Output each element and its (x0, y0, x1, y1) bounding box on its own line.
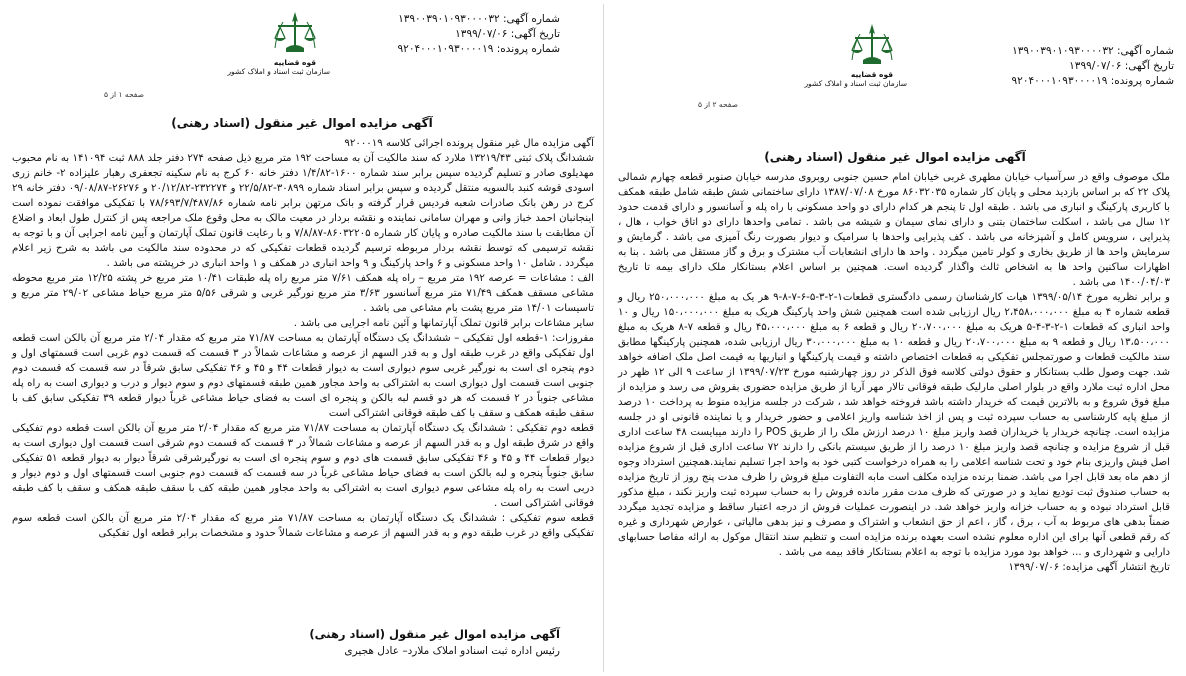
case-number: شماره پرونده: ۹۲۰۴۰۰۰۱۰۹۳۰۰۰۰۱۹ (397, 43, 560, 55)
page-divider (603, 4, 604, 672)
logo-title: قوه قضاییه (273, 58, 317, 67)
publication-date: تاریخ انتشار آگهی مزایده: ۱۳۹۹/۰۷/۰۶ (1008, 562, 1170, 573)
scales-emblem-icon (269, 8, 321, 58)
property-description: ملک موصوف واقع در سرآسیاب خیابان مطهری غربی خیابان امام حسین جنوبی روبروی مدرسه خیابان صنوبر قطعه چهارم شمالی پلاک ۲۲ که بر اساس بازدید محلی و پایان کار شماره ۸۶۰۳۲۰۳۵ مورخ ۱۳۸۷/۰۷/۰۸ دارای ساختمانی شش طبقه شامل طبقه همکف با کاربری پارکینگ و انباری می باشد . طبقه اول تا پنجم هر کدام دارای دو واحد مسکونی با راه پله و آسانسور و دارای قدمت حدود ۱۲ سال می باشد ، اسکلت ساختمان بتنی و دارای نمای سیمان و شیشه می باشد . تمامی واحدها دارای دو اتاق خواب ، هال ، پذیرایی ، سرویس کامل و آشپزخانه می باشد . کف پذیرایی واحدها با سرامیک و دیوار بصورت رنگ آمیزی می باشد . گرمایش و سرمایش واحد ها از طریق بخاری و کولر تامین میگردد . واحد ها دارای انشعابات آب مشترک و برق و گاز مستقل می باشد . بنا به اظهارات ساکنین واحد ها به اشخاص ثالث واگذار گردیده است. همچنین بر اساس اعلام بستانکار ملک دارای بیمه تا تاریخ ۱۴۰۰/۰۴/۰۳ می باشد . (618, 172, 1170, 288)
announcement-meta (1012, 44, 1174, 89)
announcement-meta (398, 12, 560, 57)
page-number: صفحه ۲ از ۵ (698, 100, 738, 109)
common-areas: الف : مشاعات = عرصه ۱۹۲ متر مربع – راه پله همکف ۷/۶۱ متر مربع راه پله طبقات ۱۰/۴۱ متر مربع خر پشته ۱۲/۲۵ متر مربع محوطه مشاعی مسقف همکف ۷۱/۴۹ متر مربع آسانسور ۳/۶۳ متر مربع نورگیر غربی و شرقی ۵/۵۶ متر مربع حیاط مشاعی ۲۹/۰۲ متر مربع و تاسیسات ۱۴/۰۱ متر مربع پشت بام مشاعی می باشد . (12, 273, 594, 314)
announcement-page-1 (4, 4, 600, 672)
unit-1-description: مفروزات: ۱-قطعه اول تفکیکی – ششدانگ یک دستگاه آپارتمان به مساحت ۷۱/۸۷ متر مربع که مقدار ۲/۰۴ متر مربع آن بالکن است قطعه اول تفکیکی واقع در غرب طبقه اول و به قدر السهم از عرصه و مشاعات شمالاً در ۳ قسمت که قسمت دوم غربی است قسمتهای اول و دوم پنجره ای است به نورگیر غربی سوم دیواری است به دیوار قطعات ۴۴ و ۴۵ و ۴۶ تفکیکی سابق شرقاً در سه قسمت که قسمت دوم جنوبی است قسمت اول دیواری است به اشتراکی به واحد مجاور همین طبقه قسمتهای دوم و سوم دیوار و درب و دیواری است به راه پله مشاعی جنوباً در ۲ قسمت که هر دو قسم لبه بالکن و پنجره ای است به فضای حیاط مشاعی غرباً دیوار قطعه ۳۹ تفکیکی سابق کف با سقف طبقه همکف و سقف با کف طبقه فوقانی اشتراکی است (12, 333, 594, 419)
auction-terms: و برابر نظریه مورخ ۱۳۹۹/۰۵/۱۴ هیات کارشناسان رسمی دادگستری قطعات۱-۲-۳-۵-۶-۷-۸-۹ هر یک به مبلغ ۲۵۰،۰۰۰،۰۰۰ ریال و قطعه شماره ۴ به مبلغ ۲،۴۵۸،۰۰۰،۰۰۰ ریال ارزیابی شده است همچنین شش واحد پارکینگ هریک به مبلغ ۱۵۰،۰۰۰،۰۰۰ ریال و ۱۰ واحد انباری که قطعات ۱-۲-۳-۴-۵ هریک به مبلغ ۲۰،۷۰۰،۰۰۰ ریال و قطعه ۶ به مبلغ ۴۵،۰۰۰،۰۰۰ ریال و قطعه ۷-۸ هریک به مبلغ ۱۳،۵۰۰،۰۰۰ ریال و قطعه ۹ به مبلغ ۲۰،۷۰۰،۰۰۰ ریال و قطعه ۱۰ به مبلغ ۳۰،۰۰۰،۰۰۰ ریال ارزیابی شده، همچنین پارکینگها مطابق سند مالکیت قطعات و صورتمجلس تفکیکی به قطعات اختصاص داشته و قیمت پارکینگها و انباریها به قیمت اصل ملک اضافه خواهد شد. جهت وصول طلب بستانکار و حقوق دولتی کلاسه فوق الذکر در روز چهارشنبه مورخ ۱۳۹۹/۰۷/۲۳ از ساعت ۹ الی ۱۲ ظهر در محل اداره ثبت ملارد واقع در بلوار اصلی مارلیک طبقه فوقانی تالار مهر آریا از طریق مزایده حضوری بفروش می رسد و مزایده از مبلغ فوق شروع و به بالاترین قیمت که خریدار داشته باشد فروخته خواهد شد ، شرکت در جلسه مزایده منوط به پرداخت ۱۰ درصد از مبلغ پایه کارشناسی به حساب سپرده ثبت و پس از اخذ شناسه واریز اعلامی و حضور خریدار و یا نماینده قانونی او در جلسه مزایده است. چنانچه خریدار یا خریداران قصد واریز مبلغ ۱۰ درصد ارزش ملک را از طریق POS را دارند میبایست ۴۸ ساعت اداری قبل از شروع مزایده و چنانچه قصد واریز مبلغ ۱۰ درصد را از طریق سیستم بانکی را دارند ۷۲ ساعت اداری قبل از شروع مزایده اصل فیش واریزی بنام خود و تحت شناسه اعلامی را به همراه درخواست کتبی خود به واحد اجرا تسلیم نمایند.همچنین استرداد وجوه از دهم ماه بعد قابل اجرا می باشد. ضمنا برنده مزایده مکلف است مابه التفاوت مبلغ فروش را ظرف مدت پنج روز از تاریخ مزایده به حساب صندوق ثبت تودیع نماید و در صورتی که ظرف مدت مقرر مانده فروش را به حساب سپرده ثبت واریز نکند ، مبلغ مذکور قابل استرداد نبوده و به حساب خزانه واریز خواهد شد. در اینصورت عملیات فروش از درجه اعتبار ساقط و مزایده تجدید میگردد ضمناً بدهی های مربوط به آب ، برق ، گاز ، اعم از حق انشعاب و اشتراک و مصرف و نیز بدهی مالیاتی ، عوارض شهرداری و غیره که رقم قطعی آنها برای این اداره معلوم نشده است بعهده برنده مزایده است و تنظیم سند انتقال موکول به ارائه مفاصا حسابهای دارایی و شهرداری و ... خواهد بود مورد مزایده با توجه به اعلام بستانکار فاقد بیمه می باشد . (618, 292, 1171, 558)
announcement-body (618, 170, 1170, 575)
common-areas-note: سایر مشاعات برابر قانون تملک آپارتمانها و آئین نامه اجرایی می باشد . (293, 318, 594, 329)
judiciary-logo (804, 20, 907, 92)
case-heading: آگهی مزایده مال غیر منقول پرونده اجرائی کلاسه ۹۲۰۰۰۱۹ (344, 138, 594, 149)
announcement-date: تاریخ آگهی: ۱۳۹۹/۰۷/۰۶ (455, 28, 560, 40)
scales-emblem-icon (846, 20, 898, 70)
announcement-body (12, 136, 594, 541)
signature-line: رئیس اداره ثبت اسنادو املاک ملارد– عادل هجیری (344, 645, 560, 657)
case-number: شماره پرونده: ۹۲۰۴۰۰۰۱۰۹۳۰۰۰۰۱۹ (1011, 75, 1174, 87)
footer-title: آگهی مزایده اموال غیر منقول (اسناد رهنی) (309, 627, 560, 641)
announcement-title: آگهی مزایده اموال غیر منقول (اسناد رهنی) (764, 150, 1026, 164)
announcement-footer (309, 626, 560, 660)
judiciary-logo (227, 8, 330, 80)
unit-2-description: قطعه دوم تفکیکی : ششدانگ یک دستگاه آپارتمان به مساحت ۷۱/۸۷ متر مربع که مقدار ۲/۰۴ متر مربع آن بالکن است قطعه دوم تفکیکی واقع در شرق طبقه اول و به قدر السهم از عرصه و مشاعات شمالاً در ۳ قسمت که قسمت دوم شرقی است قسمت اول دیواری است به دیوار قطعات ۴۴ و ۴۵ و ۴۶ تفکیکی سابق قسمت های دوم و سوم پنجره ای است به نورگیرشرقی شرقاً دیوار به دیوار قطعه ۵۱ تفکیکی سابق جنوباً پنجره و لبه بالکن است به فضای حیاط مشاعی غرباً در سه قسمت که قسمت دوم جنوبی است قسمتهای اول و دوم دیوار و دربی است به راه پله مشاعی سوم دیواری است به اشتراکی به واحد مجاور همین طبقه کف با سقف طبقه همکف و سقف با کف طبقه فوقانی اشتراکی است . (12, 423, 595, 509)
logo-title: قوه قضاییه (850, 70, 894, 79)
announcement-title: آگهی مزایده اموال غیر منقول (اسناد رهنی) (171, 116, 433, 130)
logo-subtitle: سازمان ثبت اسناد و املاک کشور (804, 79, 907, 88)
announcement-number: شماره آگهی: ۱۳۹۰۰۳۹۰۱۰۹۳۰۰۰۰۳۲ (1012, 45, 1174, 57)
announcement-number: شماره آگهی: ۱۳۹۰۰۳۹۰۱۰۹۳۰۰۰۰۳۲ (398, 13, 560, 25)
announcement-page-2 (608, 4, 1182, 672)
unit-3-description: قطعه سوم تفکیکی : ششدانگ یک دستگاه آپارتمان به مساحت ۷۱/۸۷ متر مربع که مقدار ۲/۰۴ متر مربع آن بالکن است قطعه سوم تفکیکی واقع در غرب طبقه دوم و به قدر السهم از عرصه و مشاعات شمالاً حدود و مشخصات برابر قطعه اول تفکیکی (12, 513, 594, 539)
property-ownership-history: ششدانگ پلاک ثبتی ۱۳۲۱۹/۴۳ ملارد که سند مالکیت آن به مساحت ۱۹۲ متر مربع ذیل صفحه ۲۷۴ دفتر جلد ۸۸۸ ثبت ۱۴۱۰۹۴ به نام محبوب مهدیلوی صادر و تسلیم گردیده سپس برابر سند شماره ۱۶۰۰-۱/۴/۸۲ دفتر خانه ۶۰ کرج به نام سکینه تجعفری رهبار علیزاده ۲- خانم زری اسودی قوشه کنبد بالسویه منتقل گردیده و سپس برابر اسناد شماره ۳۰۸۹۹-۲۲/۵/۸۲ و ۲۳۲۲۷۴-۲۰/۱۲/۸۲ و ۲۶۲۷۶-۰۹/۰۸/۸۷ دفتر خانه ۲۹ کرج در رهن بانک صادرات شعبه فردیس قرار گرفته و بانک مرتهن برابر نامه شماره ۷۸/۶۹۳/۷/۴۸۷/۸۶ با تفکیکی موافقت نموده است اینجانبان احمد خباز وانی و مهران سامانی نماینده و نقشه بردار در معیت مالک به محل وقوع ملک مراجعه پس از کنترل طول ابعاد و اضلاع آن مطابقت با سند مالکیت صادره و پایان کار شماره ۸۶۰۳۲۲۰۵-۷/۸/۸۷ و با رعایت قانون تملک آپارتمان و آیین نامه اجرایی آن و با توجه به نقشه ترسیمی که توسط نقشه بردار مربوطه ترسیم گردیده قطعات تفکیکی که در محدوده سند مالکیت می باشد به شرح زیر اعلام میگردد . شامل ۱۰ واحد مسکونی و ۶ واحد پارکینگ و ۹ واحد انباری در همکف و ۱ واحد انباری در خرپشته می باشد . (12, 153, 595, 269)
logo-subtitle: سازمان ثبت اسناد و املاک کشور (227, 67, 330, 76)
announcement-date: تاریخ آگهی: ۱۳۹۹/۰۷/۰۶ (1069, 60, 1174, 72)
page-number: صفحه ۱ از ۵ (104, 90, 144, 99)
